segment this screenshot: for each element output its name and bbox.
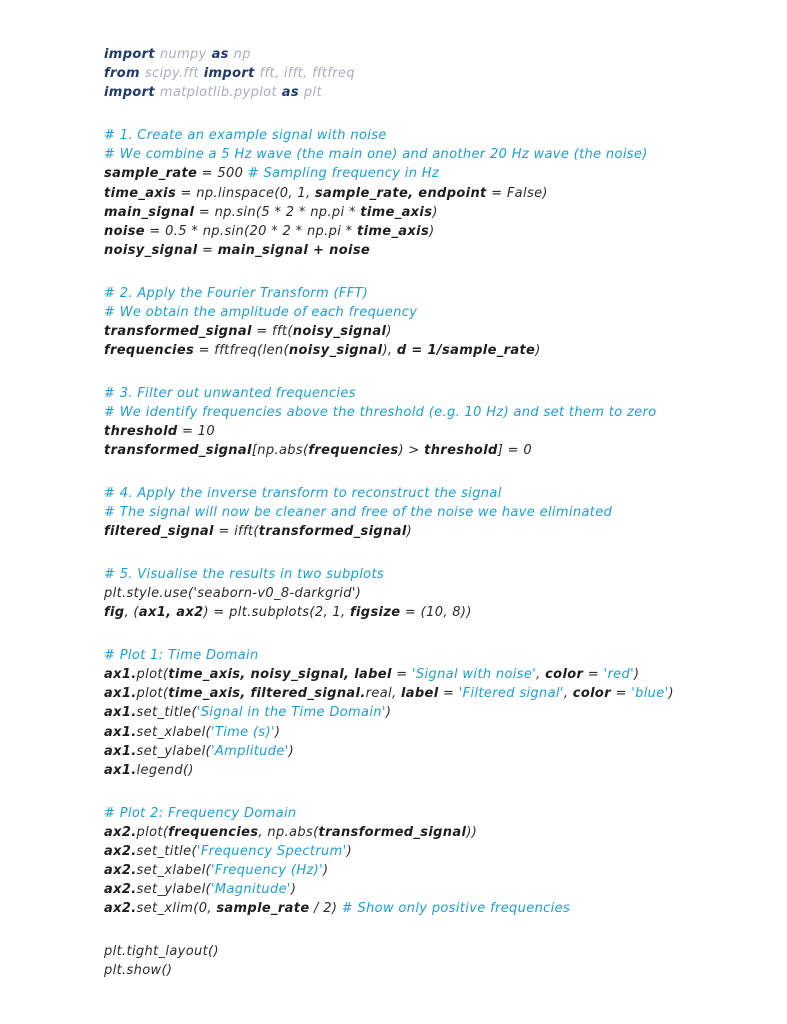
code-token: color <box>545 667 584 683</box>
code-line <box>104 804 674 823</box>
code-token: filtered_signal <box>104 524 214 540</box>
code-line <box>104 823 674 842</box>
code-line <box>104 241 674 260</box>
code-token: # Show only positive frequencies <box>341 901 571 917</box>
code-token: # We identify frequencies above the threshold (e.g. 10 Hz) and set them to zero <box>104 404 657 420</box>
code-token: real, <box>365 686 401 702</box>
code-token: = np.sin(5 * 2 * np.pi * <box>194 204 361 220</box>
code-token: set_xlabel( <box>136 724 211 740</box>
code-token: 'blue' <box>631 686 669 702</box>
code-line <box>104 761 674 780</box>
code-line <box>104 961 674 980</box>
code-token: ax1. <box>104 762 137 778</box>
code-token: set_ylabel( <box>136 882 211 898</box>
code-token: ), <box>382 343 397 359</box>
code-token: as <box>206 47 234 62</box>
code-token: noisy_signal <box>288 343 383 359</box>
code-token: # We obtain the amplitude of each frequency <box>104 304 418 320</box>
code-token: # 5. Visualise the results in two subplots <box>104 566 385 582</box>
code-token: ax1. <box>104 667 137 683</box>
code-token: plt <box>303 85 322 101</box>
code-token: = np.linspace(0, 1, <box>176 185 315 201</box>
code-token: 'Frequency (Hz)' <box>210 863 323 879</box>
code-line <box>104 899 674 918</box>
code-token: ) <box>385 705 392 721</box>
code-line <box>104 603 674 622</box>
code-token: plot( <box>136 667 169 683</box>
blank-line <box>104 780 674 803</box>
code-token: # Plot 1: Time Domain <box>104 647 259 663</box>
code-token: d = 1/sample_rate <box>396 343 536 359</box>
code-token: set_xlabel( <box>136 863 211 879</box>
code-token: matplotlib.pyplot <box>159 85 277 101</box>
code-line <box>104 203 674 222</box>
code-token: ) <box>386 324 392 340</box>
code-line <box>104 222 674 241</box>
code-line <box>104 584 674 603</box>
code-token: time_axis <box>104 185 177 201</box>
code-token: ) <box>429 223 435 239</box>
code-line <box>104 184 674 203</box>
code-token: main_signal + noise <box>217 243 371 259</box>
code-token: ax1. <box>104 705 137 721</box>
code-token: numpy <box>159 47 207 62</box>
code-token: time_axis <box>360 204 433 220</box>
code-token: ) <box>290 882 297 898</box>
code-token: import <box>104 85 160 101</box>
code-line <box>104 565 674 584</box>
code-token: ) <box>274 724 281 740</box>
code-token: ] = 0 <box>497 443 532 459</box>
code-token: plt.show() <box>104 963 173 979</box>
code-token: set_ylabel( <box>136 743 211 759</box>
code-token: ) <box>668 686 674 702</box>
code-listing <box>104 45 674 980</box>
code-token: ) <box>634 667 640 683</box>
code-line <box>104 126 674 145</box>
code-token: ax1, ax2 <box>138 605 204 621</box>
code-token: = False) <box>486 185 548 201</box>
code-token: )) <box>466 824 478 840</box>
code-token: import <box>198 66 260 82</box>
code-token: / 2) <box>309 901 342 917</box>
code-token: = fftfreq(len( <box>194 343 289 359</box>
code-token: 'Amplitude' <box>210 743 289 759</box>
code-token: ax1. <box>104 743 137 759</box>
code-token: ) <box>323 863 329 879</box>
code-token: threshold <box>424 443 498 459</box>
code-token: = <box>610 686 632 702</box>
code-line <box>104 503 674 522</box>
blank-line <box>104 919 674 942</box>
code-token: np <box>233 47 251 62</box>
code-token: = fft( <box>251 324 293 340</box>
code-line <box>104 665 674 684</box>
code-line <box>104 64 674 83</box>
blank-line <box>104 103 674 126</box>
code-token: ax2. <box>104 843 137 859</box>
code-token: # We combine a 5 Hz wave (the main one) and another 20 Hz wave (the noise) <box>104 147 648 163</box>
code-token: plot( <box>136 824 169 840</box>
code-line <box>104 403 674 422</box>
code-token: transformed_signal <box>318 824 467 840</box>
code-token: frequencies <box>308 443 399 459</box>
code-line <box>104 341 674 360</box>
code-token: plt.tight_layout() <box>104 944 219 960</box>
code-token: scipy.fft <box>144 66 199 82</box>
code-line <box>104 842 674 861</box>
code-token: 'Signal with noise' <box>411 667 537 683</box>
code-token: ) > <box>398 443 425 459</box>
blank-line <box>104 260 674 283</box>
code-token: , <box>536 667 546 683</box>
code-token: ax2. <box>104 901 137 917</box>
code-token: ax1. <box>104 686 137 702</box>
code-token: plt.style.use('seaborn-v0_8-darkgrid') <box>104 586 362 602</box>
code-token: = 0.5 * np.sin(20 * 2 * np.pi * <box>144 223 358 239</box>
code-token: noisy_signal <box>104 243 198 259</box>
code-token: frequencies <box>168 824 259 840</box>
code-token: = <box>197 243 218 259</box>
code-token: = <box>391 667 412 683</box>
code-line <box>104 646 674 665</box>
code-token: transformed_signal <box>104 443 252 459</box>
code-token: # Sampling frequency in Hz <box>247 166 440 182</box>
code-line <box>104 484 674 503</box>
code-token: fft, ifft, fftfreq <box>259 66 355 82</box>
code-line <box>104 83 674 102</box>
code-token: color <box>572 686 611 702</box>
code-token: threshold <box>104 424 178 440</box>
code-token: ax2. <box>104 882 137 898</box>
code-token: transformed_signal <box>104 324 252 340</box>
code-token: set_xlim(0, <box>136 901 217 917</box>
code-token: noisy_signal <box>292 324 387 340</box>
code-token: ax1. <box>104 724 137 740</box>
code-token: ) <box>535 343 541 359</box>
code-line <box>104 742 674 761</box>
code-token: # 1. Create an example signal with noise <box>104 127 387 143</box>
blank-line <box>104 622 674 645</box>
code-token: sample_rate <box>216 901 310 917</box>
code-token: set_title( <box>136 843 197 859</box>
code-line <box>104 441 674 460</box>
code-token: figsize <box>350 605 401 621</box>
code-token: ax2. <box>104 863 137 879</box>
code-token: time_axis, noisy_signal, label <box>168 667 392 683</box>
code-token: # Plot 2: Frequency Domain <box>104 805 297 821</box>
code-token: from <box>104 66 145 82</box>
code-line <box>104 880 674 899</box>
code-token: transformed_signal <box>258 524 407 540</box>
code-token: = <box>583 667 604 683</box>
code-line <box>104 522 674 541</box>
code-token: ) <box>406 524 413 540</box>
code-line <box>104 723 674 742</box>
code-token: = <box>438 686 459 702</box>
code-token: import <box>104 47 160 62</box>
code-token: = (10, 8)) <box>400 605 472 621</box>
code-line <box>104 164 674 183</box>
code-token: plot( <box>136 686 169 702</box>
code-token: set_title( <box>136 705 197 721</box>
code-token: frequencies <box>104 343 195 359</box>
code-token: noise <box>104 223 145 239</box>
code-token: label <box>400 686 439 702</box>
code-token: 'Magnitude' <box>210 882 291 898</box>
code-token: 'Frequency Spectrum' <box>196 843 347 859</box>
code-line <box>104 284 674 303</box>
code-line <box>104 703 674 722</box>
code-token: legend() <box>136 762 194 778</box>
code-token: ) = plt.subplots(2, 1, <box>203 605 350 621</box>
code-line <box>104 942 674 961</box>
blank-line <box>104 542 674 565</box>
code-token: , ( <box>124 605 139 621</box>
code-token: ax2. <box>104 824 137 840</box>
code-token: fig <box>104 605 125 621</box>
code-token: # 3. Filter out unwanted frequencies <box>104 385 356 401</box>
code-token: as <box>276 85 304 101</box>
code-token: 'Time (s)' <box>210 724 275 740</box>
code-token: sample_rate <box>104 166 198 182</box>
code-token: # The signal will now be cleaner and free of the noise we have eliminated <box>104 505 613 521</box>
code-line <box>104 322 674 341</box>
code-token: # 4. Apply the inverse transform to reconstruct the signal <box>104 485 502 501</box>
code-token: 'red' <box>603 667 635 683</box>
code-line <box>104 45 674 64</box>
code-line <box>104 384 674 403</box>
code-token: 'Filtered signal' <box>458 686 564 702</box>
code-token: time_axis <box>357 223 430 239</box>
code-token: main_signal <box>104 204 195 220</box>
code-token: ) <box>288 743 295 759</box>
code-line <box>104 684 674 703</box>
code-token: = ifft( <box>213 524 259 540</box>
code-line <box>104 303 674 322</box>
code-token: ) <box>346 843 352 859</box>
code-token: , np.abs( <box>258 824 319 840</box>
code-token: 'Signal in the Time Domain' <box>196 705 386 721</box>
code-token: sample_rate, endpoint <box>314 185 487 201</box>
code-token: [np.abs( <box>251 443 309 459</box>
code-token: = 10 <box>177 424 215 440</box>
code-line <box>104 861 674 880</box>
code-token: , <box>563 686 573 702</box>
code-token: ) <box>432 204 438 220</box>
blank-line <box>104 360 674 383</box>
code-token: time_axis, filtered_signal. <box>168 686 366 702</box>
code-line <box>104 422 674 441</box>
code-line <box>104 145 674 164</box>
code-token: = 500 <box>197 166 248 182</box>
code-token: # 2. Apply the Fourier Transform (FFT) <box>104 285 369 301</box>
blank-line <box>104 461 674 484</box>
